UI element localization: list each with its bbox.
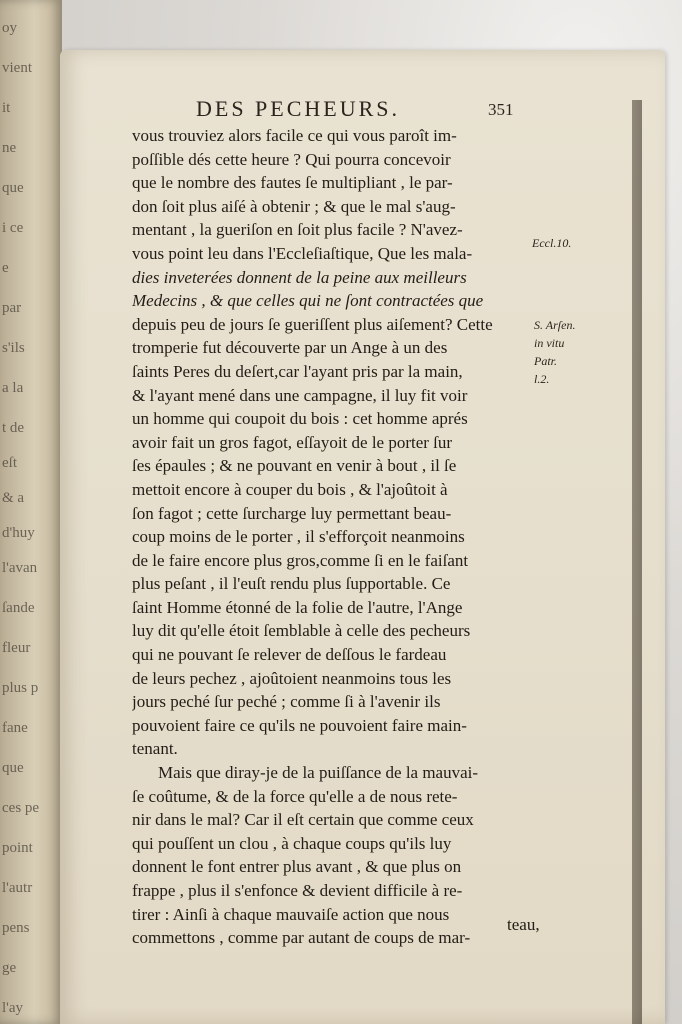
text-line: tromperie fut découverte par un Ange à un des — [132, 338, 448, 358]
text-line: mettoit encore à couper du bois , & l'ajoûtoit à — [132, 479, 448, 499]
left-page-fragment: point — [2, 840, 33, 856]
left-page-fragment: ſande — [2, 600, 35, 616]
text-line: ſaints Peres du deſert,car l'ayant pris par la main, — [132, 361, 463, 381]
left-page-fragment: l'avan — [2, 560, 38, 576]
text-line: depuis peu de jours ſe gueriſſent plus aiſement? Cette — [132, 314, 493, 334]
text-line: un homme qui coupoit du bois : cet homme aprés — [132, 409, 468, 429]
text-line: jours peché ſur peché ; comme ſi à l'avenir ils — [132, 692, 441, 712]
left-page-fragment: t de — [2, 420, 25, 436]
margin-note-eccl: Eccl.10. — [532, 236, 572, 250]
left-page-fragment: ge — [2, 960, 17, 976]
left-page-fragment: it — [2, 100, 11, 116]
text-line: pouvoient faire ce qu'ils ne pouvoient faire main- — [132, 715, 467, 735]
text-line: avoir fait un gros fagot, eſſayoit de le porter ſur — [132, 432, 453, 452]
left-page-fragment: vient — [2, 60, 32, 76]
margin-note-arsen: S. Arſen. — [534, 318, 576, 332]
text-line: vous point leu dans l'Eccleſiaſtique, Que les mala- — [132, 243, 473, 263]
text-line: commettons , comme par autant de coups de mar- — [132, 928, 471, 948]
text-line: nir dans le mal? Car il eſt certain que comme ceux — [132, 810, 474, 830]
text-line: coup moins de le porter , il s'efforçoit neanmoins — [132, 527, 465, 547]
left-page-fragment: ces pe — [2, 800, 40, 816]
text-line: vous trouviez alors facile ce qui vous paroît im- — [132, 126, 457, 145]
text-line: frappe , plus il s'enfonce & devient difficile à re- — [132, 881, 463, 900]
text-line-paragraph-start: Mais que diray-je de la puiſſance de la mauvai- — [158, 763, 479, 783]
margin-note-arsen: l.2. — [534, 372, 550, 386]
body-text — [132, 124, 544, 950]
left-page-fragment: par — [2, 300, 22, 316]
left-page-fragment: que — [2, 180, 24, 196]
text-line: que le nombre des fautes ſe multipliant , le par- — [132, 173, 453, 193]
text-line: ſe coûtume, & de la force qu'elle a de nous rete- — [132, 786, 458, 806]
margin-note-arsen: in vitu — [534, 336, 565, 350]
text-line: donnent le font entrer plus avant , & que plus on — [132, 857, 462, 877]
catchword: teau, — [507, 915, 540, 934]
left-page-fragment: d'huy — [2, 525, 35, 541]
text-line: ſes épaules ; & ne pouvant en venir à bout , il ſe — [132, 456, 457, 476]
text-line-italic: Medecins , & que celles qui ne ſont contractées que — [132, 291, 484, 311]
text-line: luy dit qu'elle étoit ſemblable à celle des pecheurs — [132, 621, 471, 641]
text-line: ſon fagot ; cette ſurcharge luy permettant beau- — [132, 503, 452, 523]
text-line: qui pouſſent un clou , à chaque coups qu'ils luy — [132, 833, 452, 853]
left-page-fragment: e — [2, 260, 9, 276]
text-line: plus peſant , il l'euſt rendu plus ſupportable. Ce — [132, 574, 451, 594]
text-line: poſſible dés cette heure ? Qui pourra concevoir — [132, 149, 451, 169]
margin-note-arsen: Patr. — [534, 354, 558, 368]
left-page-fragment: & a — [2, 490, 25, 506]
left-page-edge — [0, 0, 62, 1024]
left-page-fragment: fleur — [2, 640, 31, 656]
left-page-fragment: eſt — [2, 455, 17, 471]
left-page-fragment: l'autr — [2, 880, 33, 896]
left-page-fragment: oy — [2, 20, 17, 36]
text-line: mentant , la gueriſon en ſoit plus facile ? N'avez- — [132, 220, 463, 240]
left-page-fragment: i ce — [2, 220, 24, 236]
left-page-fragment: a la — [2, 380, 24, 396]
left-page-fragment: s'ils — [2, 340, 25, 356]
left-page-fragment: pens — [2, 920, 30, 936]
running-head: DES PECHEURS. — [196, 96, 401, 121]
page-number: 351 — [488, 100, 514, 119]
page-edge-shadow — [632, 100, 642, 1024]
left-page-fragment: ne — [2, 140, 17, 156]
left-page-fragment: fane — [2, 720, 28, 736]
text-line: tenant. — [132, 739, 178, 759]
text-line: de le faire encore plus gros,comme ſi en le faiſant — [132, 550, 469, 570]
text-line: qui ne pouvant ſe relever de deſſous le fardeau — [132, 645, 447, 665]
left-page-fragment: plus p — [2, 680, 39, 696]
text-line: don ſoit plus aiſé à obtenir ; & que le mal s'aug- — [132, 196, 456, 216]
text-line: de leurs pechez , ajoûtoient neanmoins tous les — [132, 668, 452, 688]
text-line-italic: dies inveterées donnent de la peine aux meilleurs — [132, 267, 467, 287]
text-line: tirer : Ainſi à chaque mauvaiſe action que nous — [132, 904, 450, 924]
text-line: & l'ayant mené dans une campagne, il luy fit voir — [132, 385, 468, 405]
left-page-fragment: que — [2, 760, 24, 776]
text-line: ſaint Homme étonné de la folie de l'autre, l'Ange — [132, 597, 463, 617]
left-page-fragment: l'ay — [2, 1000, 24, 1016]
